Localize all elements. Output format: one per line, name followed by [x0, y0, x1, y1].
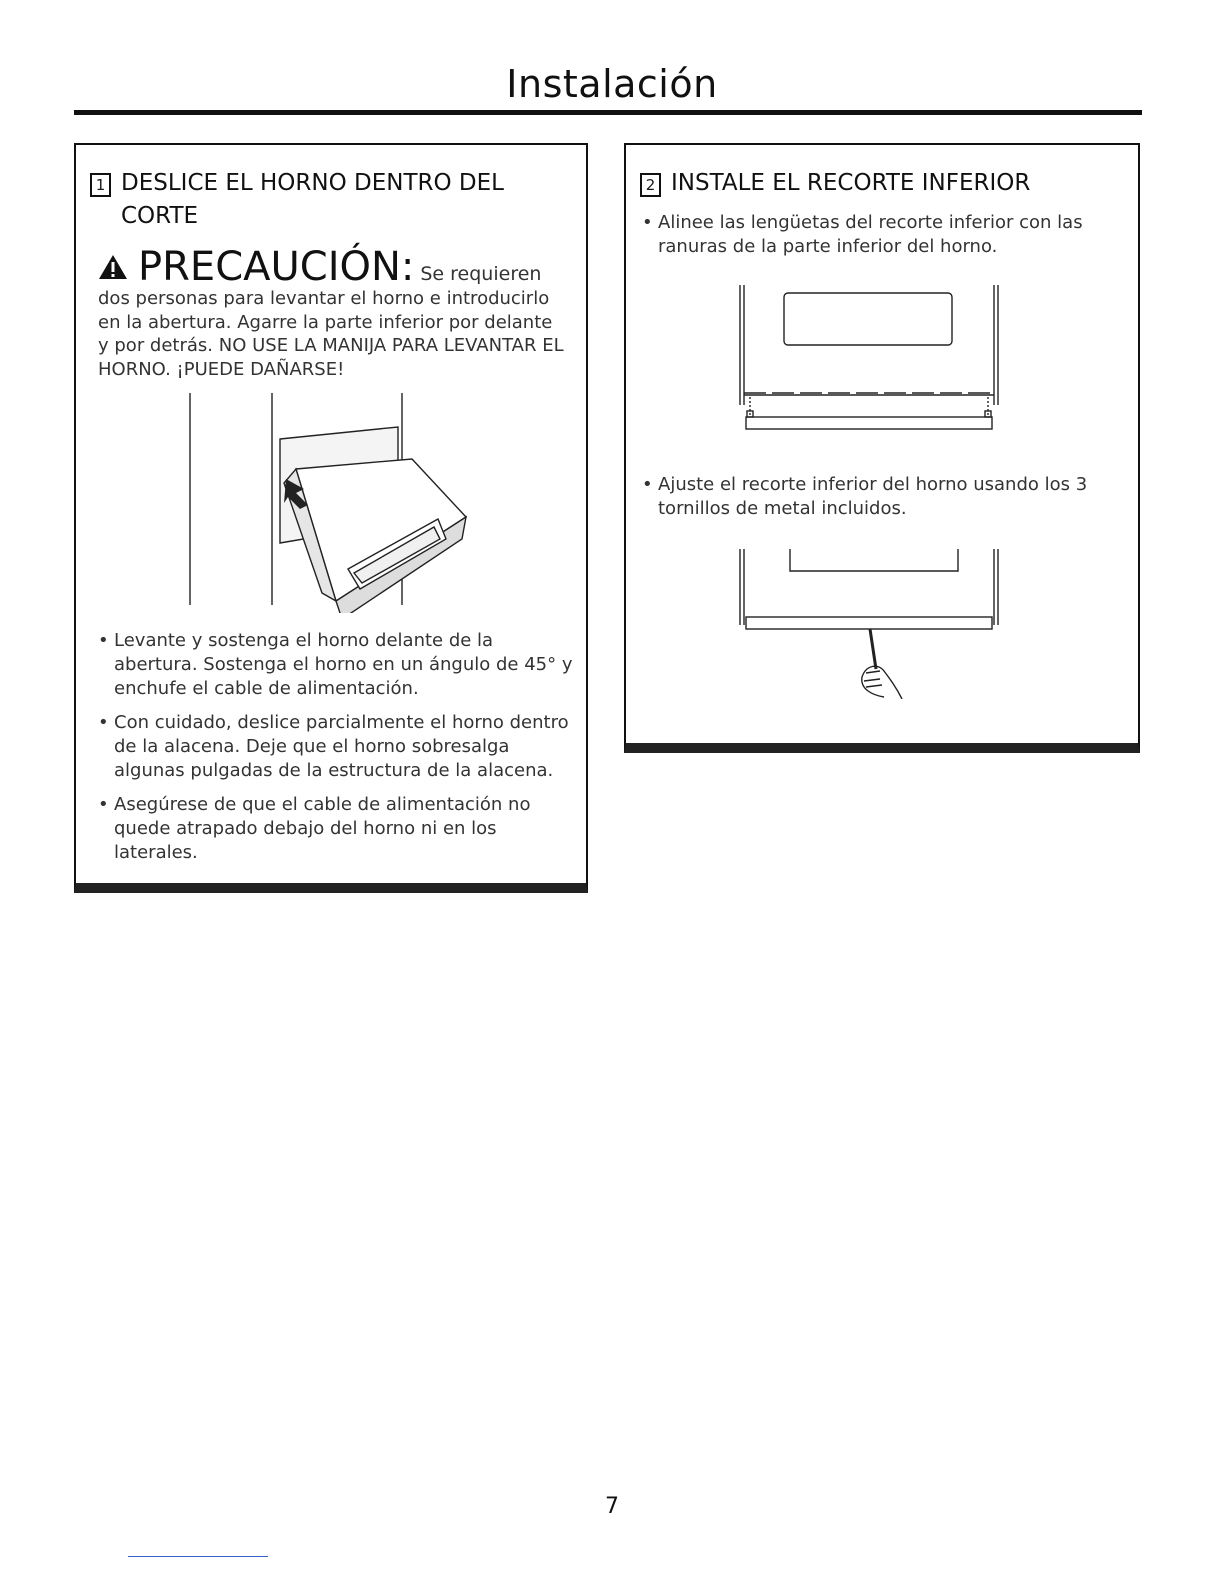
page-title: Instalación	[506, 62, 718, 106]
step-2-bullets-bottom	[634, 473, 1124, 531]
list-item: • Ajuste el recorte inferior del horno usando los 3 tornillos de metal incluidos.	[634, 473, 1124, 521]
trim-alignment-illustration	[734, 285, 1004, 435]
footer-link-line[interactable]	[128, 1556, 268, 1557]
step-2-header	[640, 167, 1120, 200]
warning-triangle-icon	[98, 254, 128, 280]
trim-screw-illustration	[734, 549, 1004, 699]
list-item: • Alinee las lengüetas del recorte inferior con las ranuras de la parte inferior del horno.	[634, 211, 1124, 259]
step-1-header	[90, 167, 560, 233]
list-item: • Levante y sostenga el horno delante de la abertura. Sostenga el horno en un ángulo de 45° y enchufe el cable de alimentación.	[90, 629, 580, 701]
step-2-panel	[624, 143, 1140, 753]
step-2-title: INSTALE EL RECORTE INFERIOR	[671, 170, 1031, 196]
list-item: • Asegúrese de que el cable de alimentación no quede atrapado debajo del horno ni en los laterales.	[90, 793, 580, 865]
step-2-bullets-top	[634, 211, 1124, 269]
step-1-number: 1	[90, 173, 111, 197]
step-1-bullets	[90, 629, 580, 875]
step-2-number: 2	[640, 173, 661, 197]
step-1-panel	[74, 143, 588, 893]
caution-lead: Se requieren	[420, 263, 542, 285]
step-1-title: DESLICE EL HORNO DENTRO DEL CORTE	[121, 170, 504, 229]
caution-label: PRECAUCIÓN:	[138, 244, 415, 290]
oven-insertion-illustration	[176, 393, 496, 613]
title-rule	[74, 110, 1142, 115]
page-number: 7	[605, 1494, 619, 1519]
caution-block	[98, 245, 578, 381]
caution-text: dos personas para levantar el horno e introducirlo en la abertura. Agarre la parte inferior por delante y por detrás. NO USE LA MANIJA PARA LEVANTAR EL HORNO. ¡PUEDE DAÑARSE!	[98, 288, 564, 380]
list-item: • Con cuidado, deslice parcialmente el horno dentro de la alacena. Deje que el horno sobresalga algunas pulgadas de la estructura de la alacena.	[90, 711, 580, 783]
